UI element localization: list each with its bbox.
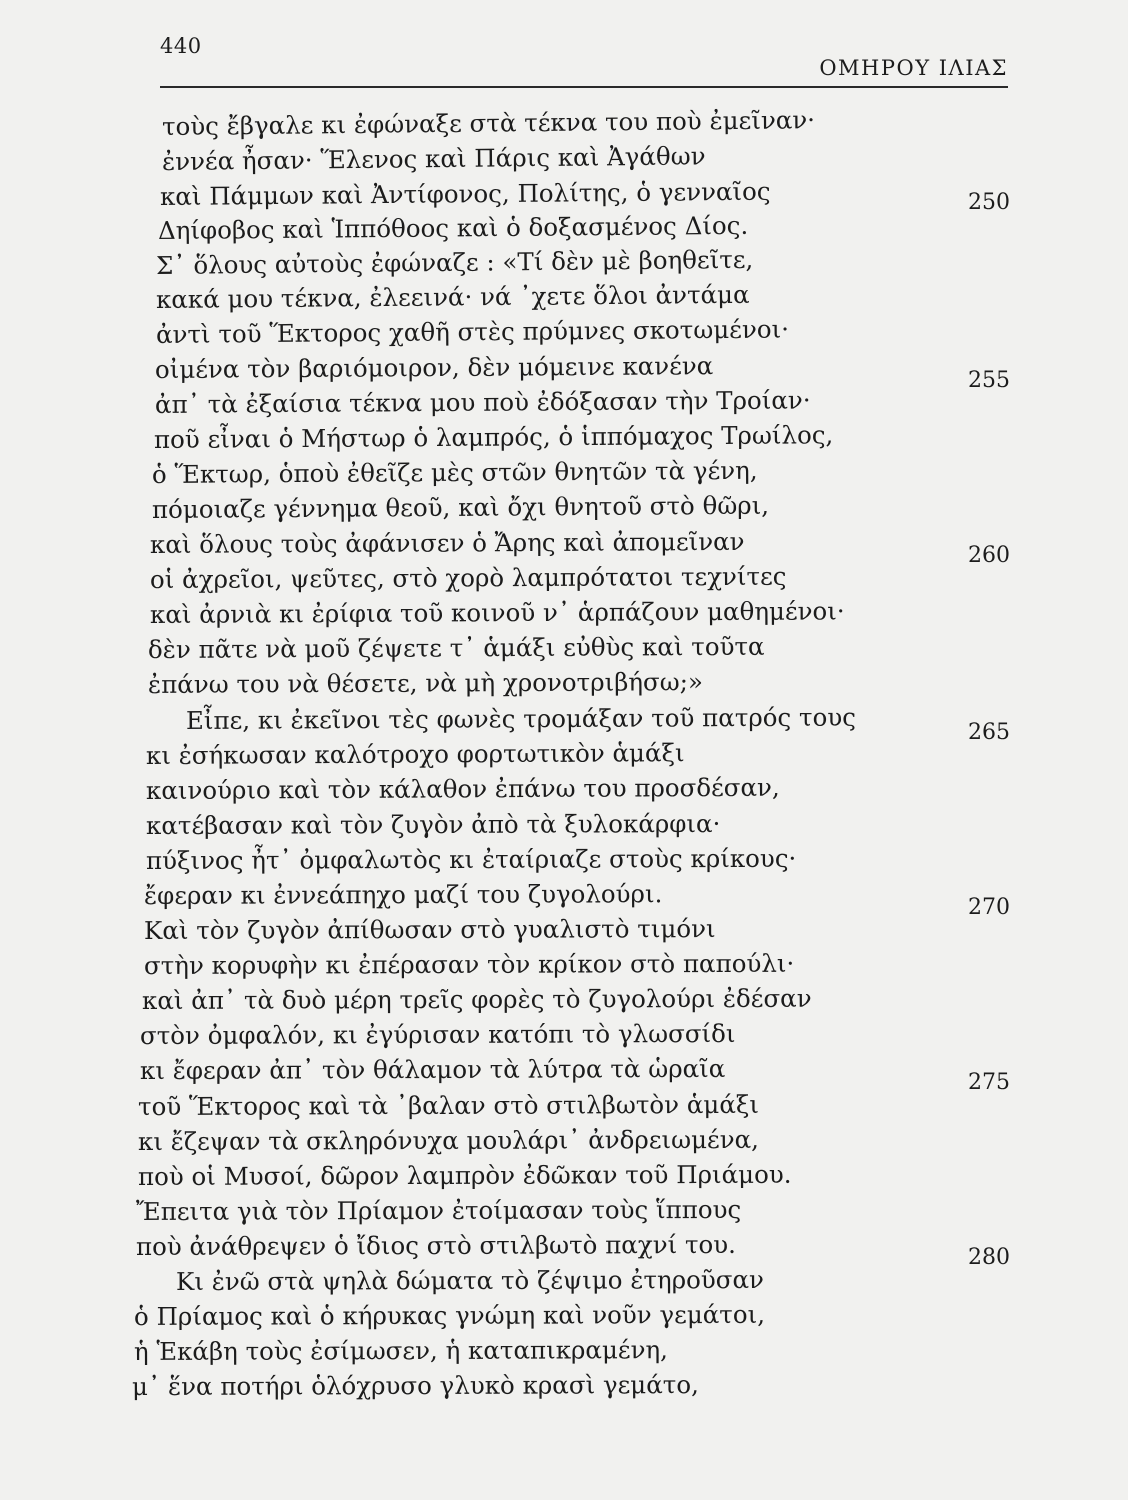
verse-line: ὁ Πρίαμος καὶ ὁ κήρυκας γνώμη καὶ νοῦν γεμάτοι, — [133, 1299, 766, 1331]
verse-line: οἰμένα τὸν βαριόμοιρον, δὲν μόμεινε κανένα — [154, 351, 714, 384]
verse-line: κι ἐσήκωσαν καλότροχο φορτωτικὸν ἁμάξι — [145, 738, 685, 770]
verse-line: κατέβασαν καὶ τὸν ζυγὸν ἀπὸ τὰ ξυλοκάρφια· — [145, 808, 721, 840]
verse-line: καὶ ἀρνιὰ κι ἐρίφια τοῦ κοινοῦ ν᾽ ἁρπάζουν μαθημένοι· — [149, 596, 845, 629]
verse-line: ποὺ ἀνάθρεψεν ὁ ἴδιος στὸ στιλβωτὸ παχνί του. — [135, 1229, 736, 1261]
verse-line: τοῦ Ἕκτορος καὶ τὰ ᾽βαλαν στὸ στιλβωτὸν ἁμάξι — [137, 1089, 759, 1121]
running-title: ΟΜΗΡΟΥ ΙΛΙΑΣ — [819, 56, 1008, 80]
verse-line: Εἶπε, κι ἐκεῖνοι τὲς φωνὲς τρομάξαν τοῦ πατρός τους — [185, 702, 856, 735]
line-number: 250 — [968, 190, 1010, 215]
verse-line: πύξινος ἦτ᾽ ὀμφαλωτὸς κι ἐταίριαζε στοὺς κρίκους· — [145, 843, 797, 875]
verse-line: ποὺ οἱ Μυσοί, δῶρον λαμπρὸν ἐδῶκαν τοῦ Πριάμου. — [137, 1159, 792, 1191]
verse-line: ἡ Ἑκάβη τοὺς ἐσίμωσεν, ἡ καταπικραμένη, — [133, 1335, 668, 1366]
verse-line: τοὺς ἔβγαλε κι ἐφώναξε στὰ τέκνα του ποὺ ἐμεῖναν· — [161, 105, 816, 141]
verse-line: κακά μου τέκνα, ἐλεεινά· νά ᾽χετε ὅλοι ἀντάμα — [155, 279, 750, 314]
verse-line: δὲν πᾶτε νὰ μοῦ ζέψετε τ᾽ ἁμάξι εὐθὺς καὶ τοῦτα — [147, 631, 765, 664]
line-number: 275 — [968, 1070, 1010, 1095]
verse-line: Δηίφοβος καὶ Ἱππόθοος καὶ ὁ δοξασμένος Δίος. — [157, 210, 749, 245]
verse-line: Σ᾽ ὅλους αὐτοὺς ἐφώναζε : «Τί δὲν μὲ βοηθεῖτε, — [155, 244, 754, 280]
verse-line: ἐπάνω του νὰ θέσετε, νὰ μὴ χρονοτριβήσω;» — [147, 667, 704, 699]
verse-line: κι ἔζεψαν τὰ σκληρόνυχα μουλάρι᾽ ἀνδρειωμένα, — [137, 1124, 759, 1156]
verse-line: Ἔπειτα γιὰ τὸν Πρίαμον ἐτοίμασαν τοὺς ἵππους — [135, 1194, 742, 1226]
verse-line: Καὶ τὸν ζυγὸν ἀπίθωσαν στὸ γυαλιστὸ τιμόνι — [143, 914, 716, 945]
verse-line: ἀπ᾽ τὰ ἐξαίσια τέκνα μου ποὺ ἐδόξασαν τὴν Τροίαν· — [154, 385, 811, 419]
verse-line: καὶ ἀπ᾽ τὰ δυὸ μέρη τρεῖς φορὲς τὸ ζυγολούρι ἐδέσαν — [141, 983, 812, 1015]
verse-line: ποῦ εἶναι ὁ Μήστωρ ὁ λαμπρός, ὁ ἱππόμαχος Τρωίλος, — [153, 420, 834, 454]
verse-line: καινούριο καὶ τὸν κάλαθον ἐπάνω του προσδέσαν, — [145, 772, 780, 805]
verse-line: καὶ ὅλους τοὺς ἀφάνισεν ὁ Ἄρης καὶ ἀπομεῖναν — [149, 526, 745, 559]
verse-line: μ᾽ ἕνα ποτήρι ὁλόχρυσο γλυκὸ κρασὶ γεμάτο, — [131, 1370, 699, 1401]
verse-line: οἱ ἀχρεῖοι, ψεῦτες, στὸ χορὸ λαμπρότατοι τεχνίτες — [149, 561, 787, 594]
verse-line: ἀντὶ τοῦ Ἕκτορος χαθῆ στὲς πρύμνες σκοτωμένοι· — [155, 314, 790, 349]
verse-line: ἐννέα ἦσαν· Ἕλενος καὶ Πάρις καὶ Ἀγάθων — [161, 141, 706, 176]
page-number: 440 — [160, 34, 202, 58]
verse-line: στὸν ὀμφαλόν, κι ἐγύρισαν κατόπι τὸ γλωσσίδι — [139, 1018, 736, 1050]
line-number: 280 — [968, 1245, 1010, 1270]
verse-line: στὴν κορυφὴν κι ἐπέρασαν τὸν κρίκον στὸ παπούλι· — [143, 948, 795, 980]
verse-line: Κι ἐνῶ στὰ ψηλὰ δώματα τὸ ζέψιμο ἐτηροῦσαν — [175, 1264, 764, 1296]
verse-line: πόμοιαζε γέννημα θεοῦ, καὶ ὄχι θνητοῦ στὸ θῶρι, — [151, 490, 770, 524]
verse-line: κι ἔφεραν ἀπ᾽ τὸν θάλαμον τὰ λύτρα τὰ ὡραῖα — [139, 1053, 726, 1085]
line-number: 270 — [968, 895, 1010, 920]
verse-line: ὁ Ἕκτωρ, ὁποὺ ἐθεῖζε μὲς στῶν θνητῶν τὰ γένη, — [151, 455, 758, 489]
verse-line: καὶ Πάμμων καὶ Ἀντίφονος, Πολίτης, ὁ γενναῖος — [159, 176, 771, 211]
line-number: 255 — [968, 368, 1010, 393]
line-number: 260 — [968, 543, 1010, 568]
line-number: 265 — [968, 720, 1010, 745]
verse-line: ἔφεραν κι ἐννεάπηχο μαζί του ζυγολούρι. — [143, 879, 663, 910]
